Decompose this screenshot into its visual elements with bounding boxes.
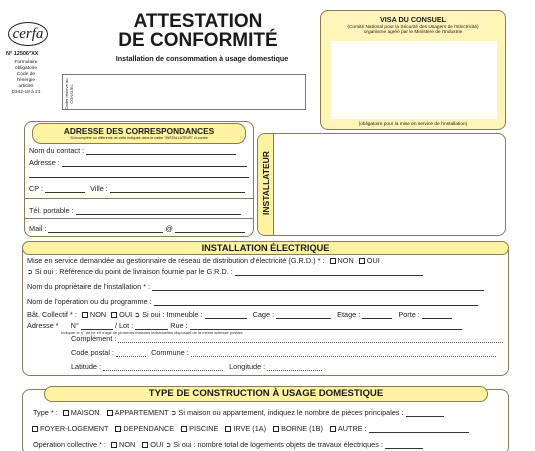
page-subtitle: Installation de consommation à usage domestique xyxy=(115,54,289,63)
appartement-checkbox[interactable] xyxy=(107,410,113,416)
grd-no-checkbox[interactable] xyxy=(330,258,336,264)
other-types-row: FOYER-LOGEMENT DEPENDANCE PISCINE IRVE (1A) BORNE (1B) AUTRE : xyxy=(29,424,469,433)
phone-field[interactable] xyxy=(76,214,241,215)
visa-title: VISA DU CONSUEL xyxy=(379,15,447,24)
contact-row: Nom du contact : xyxy=(29,146,236,155)
borne-checkbox[interactable] xyxy=(273,426,279,432)
rooms-field[interactable] xyxy=(406,416,444,417)
type-row: Type * : MAISON APPARTEMENT ➲ Si maison ou appartement, indiquez le nombre de pièces principales : xyxy=(33,408,444,417)
dependance-checkbox[interactable] xyxy=(115,426,121,432)
form-number: N° 12506*XX xyxy=(6,51,39,57)
complement-field[interactable] xyxy=(118,342,503,343)
grd-ref-field[interactable] xyxy=(235,275,423,276)
section-divider xyxy=(25,198,253,199)
city-field[interactable] xyxy=(110,192,245,193)
installation-title: INSTALLATION ÉLECTRIQUE xyxy=(22,241,509,255)
commune-field[interactable] xyxy=(191,356,496,357)
installation-panel xyxy=(22,243,509,376)
porte-field[interactable] xyxy=(422,318,452,319)
etage-field[interactable] xyxy=(362,318,392,319)
cerfa-logo xyxy=(8,22,48,46)
complement-row: Complément : xyxy=(71,334,503,343)
foyer-checkbox[interactable] xyxy=(32,426,38,432)
longitude-field[interactable] xyxy=(267,370,322,371)
mail-user-field[interactable] xyxy=(48,232,163,233)
postal-field[interactable] xyxy=(116,356,146,357)
cerfa-logo-text: cerfa xyxy=(12,25,44,42)
maison-checkbox[interactable] xyxy=(63,410,69,416)
owner-row: Nom du propriétaire de l'installation * : xyxy=(27,282,484,291)
mail-row: Mail : @ xyxy=(29,224,245,233)
address-field-2[interactable] xyxy=(29,177,249,178)
grd-row: Mise en service demandée au gestionnaire de réseau de distribution d'électricité (G.R.D.) * : NON OUI xyxy=(27,256,380,265)
owner-field[interactable] xyxy=(152,290,484,291)
cage-field[interactable] xyxy=(276,318,331,319)
collective-no-checkbox[interactable] xyxy=(111,442,117,448)
phone-row: Tél. portable : xyxy=(29,206,241,215)
page-title: ATTESTATION DE CONFORMITÉ xyxy=(118,11,278,51)
address-main-row: Adresse * N° / Lot : Rue : xyxy=(27,321,462,330)
visa-org-line1: (Comité National pour la Sécurité des Usagers de l'Electricité) xyxy=(347,25,479,30)
visa-consuel-panel xyxy=(320,10,506,130)
dwellings-field[interactable] xyxy=(385,448,423,449)
visa-stamp-area xyxy=(331,41,497,119)
cp-city-row: CP : Ville : xyxy=(29,184,245,193)
arrow-right-icon: ➲ xyxy=(170,410,177,417)
operation-field[interactable] xyxy=(154,305,478,306)
piscine-checkbox[interactable] xyxy=(181,426,187,432)
address-row: Adresse : xyxy=(29,158,247,167)
legal-note: Formulaire obligatoire Code de l'énergie articles D342-18 à 21 xyxy=(11,60,41,95)
cp-field[interactable] xyxy=(45,192,85,193)
collectif-no-checkbox[interactable] xyxy=(82,312,88,318)
arrow-right-icon: ➲ xyxy=(134,312,141,319)
collectif-row: Bât. Collectif * : NON OUI ➲ Si oui : Immeuble : Cage : Etage : Porte : xyxy=(27,310,452,319)
collective-row: Opération collective * : NON OUI ➲ Si oui : nombre total de logements objets de travaux électriques : xyxy=(33,440,423,449)
irve-checkbox[interactable] xyxy=(225,426,231,432)
mail-domain-field[interactable] xyxy=(175,232,245,233)
grd-yes-checkbox[interactable] xyxy=(359,258,365,264)
consuel-reserved-box xyxy=(62,74,306,110)
construction-title: TYPE DE CONSTRUCTION À USAGE DOMESTIQUE xyxy=(44,386,488,402)
section-divider xyxy=(25,218,253,219)
arrow-right-icon: ➲ xyxy=(165,442,172,449)
arrow-right-icon: ➲ xyxy=(27,269,33,276)
visa-footer: (obligatoire pour la mise en service de l'installation) xyxy=(358,122,468,127)
autre-checkbox[interactable] xyxy=(330,426,336,432)
consuel-reserved-label: Cadre réservé au CONSUEL xyxy=(64,78,74,110)
installateur-label-tab xyxy=(258,134,274,235)
collective-yes-checkbox[interactable] xyxy=(142,442,148,448)
grd-ref-row: ➲ Si oui : Référence du point de livraison fournie par le G.R.D. : xyxy=(27,267,423,276)
postal-row: Code postal : Commune : xyxy=(71,348,496,357)
address-field[interactable] xyxy=(62,166,247,167)
contact-field[interactable] xyxy=(86,154,236,155)
autre-field[interactable] xyxy=(369,432,469,433)
latitude-field[interactable] xyxy=(103,370,223,371)
immeuble-field[interactable] xyxy=(205,318,247,319)
operation-row: Nom de l'opération ou du programme : xyxy=(27,297,478,306)
correspondance-title: ADRESSE DES CORRESPONDANCES Si incomplète ou différente de celle indiquée dans le cadre "INSTALLATEUR" ci-contre xyxy=(32,123,246,144)
coordinates-row: Latitude : Longitude : xyxy=(71,362,322,371)
lot-note: Indiquer le n° de lot s'il s'agit de plusieurs maisons individuelles disposant de la même adresse postale xyxy=(61,330,243,335)
collectif-yes-checkbox[interactable] xyxy=(111,312,117,318)
installateur-panel xyxy=(257,133,506,236)
visa-org-line2: organisme agréé par le Ministère de l'Industrie xyxy=(363,30,463,35)
installateur-label: INSTALLATEUR xyxy=(261,151,271,215)
